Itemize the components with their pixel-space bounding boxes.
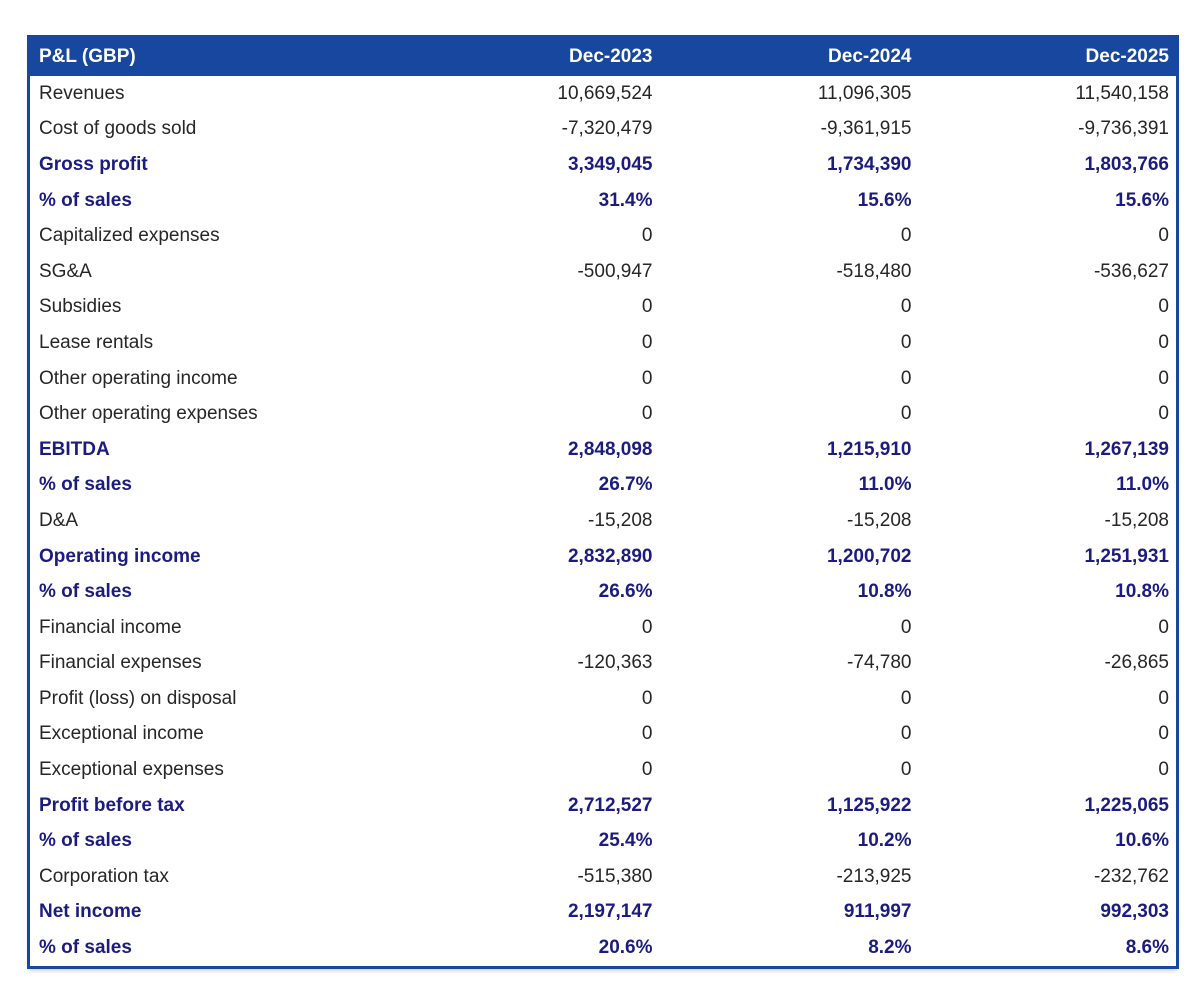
row-value: 0 (900, 225, 912, 247)
table-row (29, 76, 1178, 112)
row-label: % of sales (39, 581, 132, 603)
header-row (29, 37, 1178, 77)
table-row (29, 646, 1178, 682)
table-row (29, 468, 1178, 504)
row-label: % of sales (39, 189, 132, 211)
row-value: 11.0% (858, 474, 912, 496)
row-value: 11.0% (1116, 474, 1169, 496)
row-value: 911,997 (843, 901, 912, 923)
row-value: 1,225,065 (1084, 794, 1169, 816)
table-row (29, 290, 1178, 326)
row-label: Financial income (39, 616, 182, 638)
row-value: 0 (1158, 687, 1169, 709)
row-label: Revenues (39, 82, 125, 104)
table-row (29, 218, 1178, 254)
row-value: 0 (900, 723, 912, 745)
table-row (29, 788, 1178, 824)
row-value: 0 (900, 403, 912, 425)
row-value: 1,251,931 (1084, 545, 1169, 567)
row-label: Subsidies (39, 296, 122, 318)
row-value: 992,303 (1100, 901, 1169, 923)
row-value: 2,832,890 (567, 545, 653, 567)
row-value: -7,320,479 (561, 118, 653, 140)
row-label: Gross profit (39, 153, 148, 175)
table-row (29, 681, 1178, 717)
row-value: -536,627 (1093, 260, 1169, 282)
row-value: 10.6% (1115, 830, 1169, 852)
row-value: 0 (900, 296, 912, 318)
row-value: 20.6% (598, 937, 653, 959)
column-header-dec-2024: Dec-2024 (660, 37, 919, 77)
row-value: 0 (641, 296, 653, 318)
table-row (29, 823, 1178, 859)
table-row (29, 895, 1178, 931)
pnl-table (27, 35, 1179, 969)
row-value: -74,780 (847, 652, 912, 674)
row-value: -15,208 (588, 509, 653, 531)
row-value: 0 (1158, 367, 1169, 389)
column-header-dec-2023: Dec-2023 (401, 37, 660, 77)
row-value: 1,734,390 (826, 153, 912, 175)
table-row (29, 752, 1178, 788)
row-value: 1,200,702 (826, 545, 912, 567)
table-row (29, 930, 1178, 967)
column-header-dec-2025: Dec-2025 (919, 37, 1178, 77)
row-label: Net income (39, 901, 142, 923)
row-value: -232,762 (1093, 865, 1169, 887)
row-value: 10.8% (857, 581, 912, 603)
row-label: SG&A (39, 260, 92, 282)
pnl-statement (27, 35, 1179, 969)
row-label: % of sales (39, 937, 132, 959)
row-value: 0 (1158, 296, 1169, 318)
row-value: 0 (641, 687, 653, 709)
row-value: 1,215,910 (826, 438, 912, 460)
row-label: EBITDA (39, 438, 110, 460)
table-row (29, 859, 1178, 895)
row-value: 15.6% (857, 189, 912, 211)
row-value: 0 (900, 331, 912, 353)
row-value: 11,096,305 (817, 82, 912, 104)
row-value: 1,803,766 (1084, 153, 1169, 175)
row-value: 8.6% (1125, 937, 1169, 959)
row-label: Lease rentals (39, 331, 154, 353)
row-value: 26.7% (598, 474, 653, 496)
table-row (29, 539, 1178, 575)
table-row (29, 112, 1178, 148)
row-label: Profit before tax (39, 794, 185, 816)
row-label: Profit (loss) on disposal (39, 687, 237, 709)
row-value: -120,363 (577, 652, 653, 674)
table-row (29, 147, 1178, 183)
table-row (29, 574, 1178, 610)
row-value: 0 (641, 723, 653, 745)
row-value: -9,736,391 (1078, 118, 1169, 140)
row-value: 11,540,158 (1075, 82, 1169, 104)
row-label: Exceptional income (39, 723, 204, 745)
row-label: % of sales (39, 474, 132, 496)
row-value: 0 (641, 367, 653, 389)
row-value: 10.2% (857, 830, 912, 852)
row-value: 1,125,922 (826, 794, 912, 816)
row-value: -26,865 (1104, 652, 1169, 674)
row-value: -500,947 (577, 260, 653, 282)
row-value: 8.2% (868, 937, 912, 959)
row-value: 1,267,139 (1084, 438, 1169, 460)
row-value: 0 (900, 616, 912, 638)
table-row (29, 325, 1178, 361)
row-value: 0 (1158, 759, 1169, 781)
table-row (29, 396, 1178, 432)
row-value: 25.4% (598, 830, 653, 852)
row-value: 0 (1158, 403, 1169, 425)
row-value: -515,380 (577, 865, 653, 887)
row-value: -518,480 (836, 260, 912, 282)
pnl-table-body (29, 76, 1178, 967)
row-label: Operating income (39, 545, 201, 567)
row-label: Capitalized expenses (39, 225, 220, 247)
row-label: Other operating income (39, 367, 238, 389)
row-value: 0 (1158, 225, 1169, 247)
row-label: Corporation tax (39, 865, 169, 887)
row-value: 2,848,098 (567, 438, 653, 460)
row-label: D&A (39, 509, 79, 531)
row-value: 2,712,527 (567, 794, 653, 816)
row-value: 0 (641, 616, 653, 638)
row-label: Financial expenses (39, 652, 202, 674)
row-value: 0 (900, 759, 912, 781)
table-row (29, 361, 1178, 397)
row-value: -15,208 (847, 509, 912, 531)
row-value: 10,669,524 (557, 82, 653, 104)
row-value: 0 (1158, 723, 1169, 745)
row-label: Exceptional expenses (39, 759, 224, 781)
row-value: -213,925 (836, 865, 912, 887)
row-value: 0 (900, 687, 912, 709)
table-row (29, 503, 1178, 539)
row-value: -15,208 (1104, 509, 1169, 531)
table-title: P&L (GBP) (29, 37, 401, 77)
row-value: 0 (1158, 616, 1169, 638)
table-row (29, 254, 1178, 290)
table-row (29, 717, 1178, 753)
row-value: 10.8% (1115, 581, 1169, 603)
pnl-table-header (29, 37, 1178, 77)
row-value: 0 (641, 331, 653, 353)
row-label: % of sales (39, 830, 132, 852)
row-value: 0 (900, 367, 912, 389)
row-label: Cost of goods sold (39, 118, 197, 140)
row-value: 0 (641, 225, 653, 247)
table-row (29, 183, 1178, 219)
row-value: 0 (641, 403, 653, 425)
row-value: 3,349,045 (567, 153, 653, 175)
row-value: 2,197,147 (567, 901, 653, 923)
row-value: 0 (641, 759, 653, 781)
row-value: -9,361,915 (820, 118, 912, 140)
table-row (29, 610, 1178, 646)
row-label: Other operating expenses (39, 403, 258, 425)
row-value: 0 (1158, 331, 1169, 353)
row-value: 15.6% (1115, 189, 1169, 211)
row-value: 31.4% (598, 189, 653, 211)
row-value: 26.6% (598, 581, 653, 603)
table-row (29, 432, 1178, 468)
